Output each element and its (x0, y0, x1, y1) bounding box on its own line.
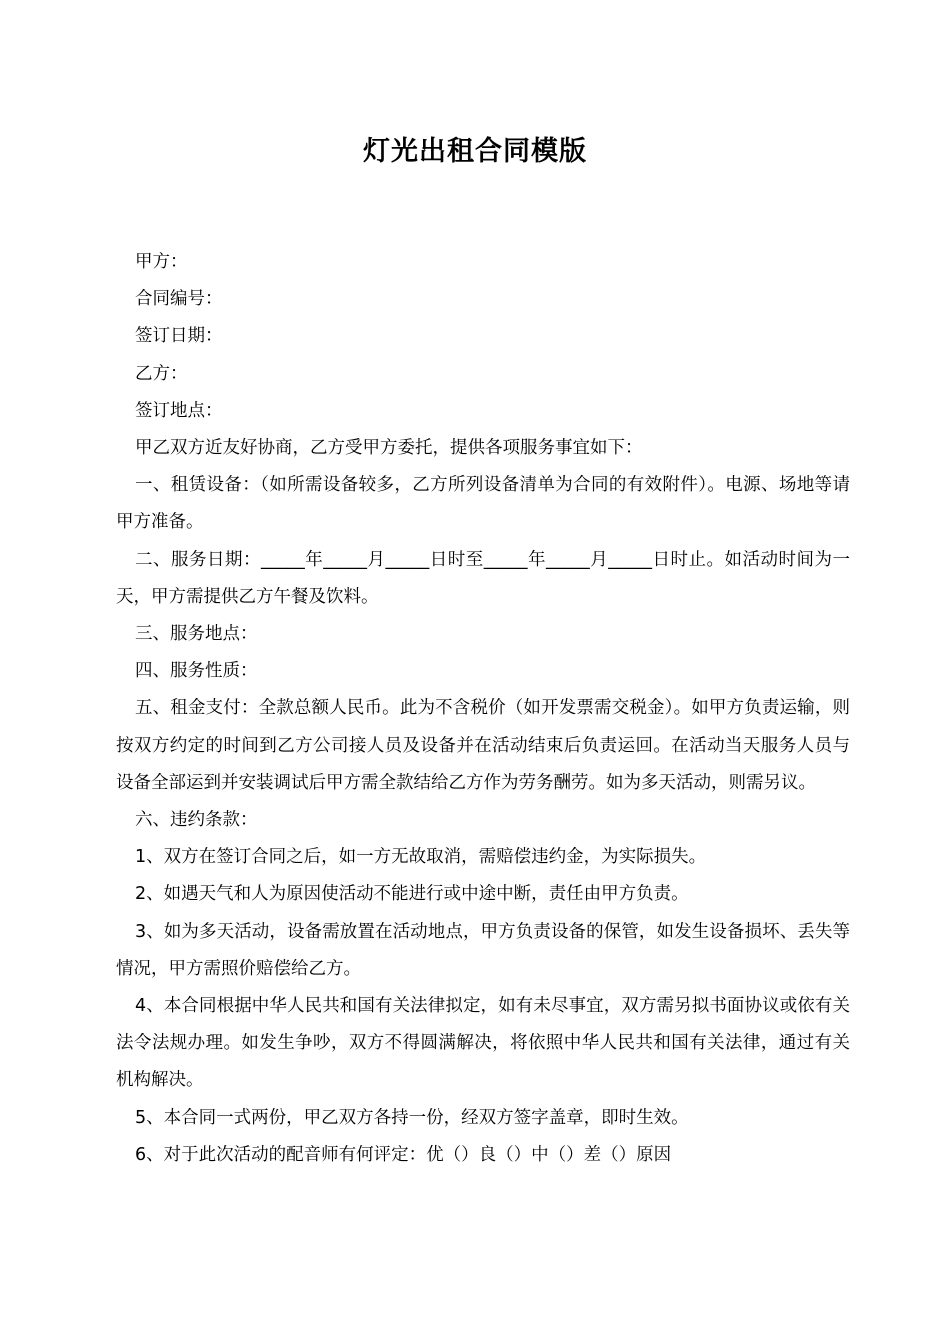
breach-item-3: 3、如为多天活动，设备需放置在活动地点，甲方负责设备的保管，如发生设备损坏、丢失等情况，甲方需照价赔偿给乙方。 (116, 921, 850, 979)
breach-item-5: 5、本合同一式两份，甲乙双方各持一份，经双方签字盖章，即时生效。 (135, 1107, 689, 1128)
clause-service-nature: 四、服务性质： (135, 661, 258, 682)
intro-paragraph: 甲乙双方近友好协商，乙方受甲方委托，提供各项服务事宜如下： (135, 438, 643, 459)
document-title: 灯光出租合同模版 (363, 136, 587, 167)
document-body (116, 244, 850, 1174)
party-a-field: 甲方： (135, 252, 188, 272)
clause-service-location: 三、服务地点： (135, 624, 258, 645)
clause-service-date: 二、服务日期：_____年_____月_____日时至_____年_____月_____日时止。如活动时间为一天，甲方需提供乙方午餐及饮料。 (116, 549, 850, 607)
breach-item-1: 1、双方在签订合同之后，如一方无故取消，需赔偿违约金，为实际损失。 (135, 847, 707, 868)
clause-rent-payment: 五、租金支付：全款总额人民币。此为不含税价（如开发票需交税金）。如甲方负责运输，则按双方约定的时间到乙方公司接人员及设备并在活动结束后负责运回。在活动当天服务人员与设备全部运到并安装调试后甲方需全款结给乙方作为劳务酬劳。如为多天活动，则需另议。 (116, 698, 850, 793)
signing-date-field: 签订日期： (135, 326, 223, 347)
clause-rental-equipment: 一、租赁设备：（如所需设备较多，乙方所列设备清单为合同的有效附件）。电源、场地等请甲方准备。 (116, 475, 850, 533)
signing-place-field: 签订地点： (135, 400, 223, 421)
clause-breach-heading: 六、违约条款： (135, 810, 258, 831)
breach-item-4: 4、本合同根据中华人民共和国有关法律拟定，如有未尽事宜，双方需另拟书面协议或依有关法令法规办理。如发生争吵，双方不得圆满解决，将依照中华人民共和国有关法律，通过有关机构解决。 (116, 996, 850, 1091)
party-b-field: 乙方： (135, 363, 188, 384)
breach-item-6: 6、对于此次活动的配音师有何评定：优（）良（）中（）差（）原因 (135, 1144, 672, 1165)
breach-item-2: 2、如遇天气和人为原因使活动不能进行或中途中断，责任由甲方负责。 (135, 884, 689, 905)
contract-number-field: 合同编号： (135, 289, 223, 310)
